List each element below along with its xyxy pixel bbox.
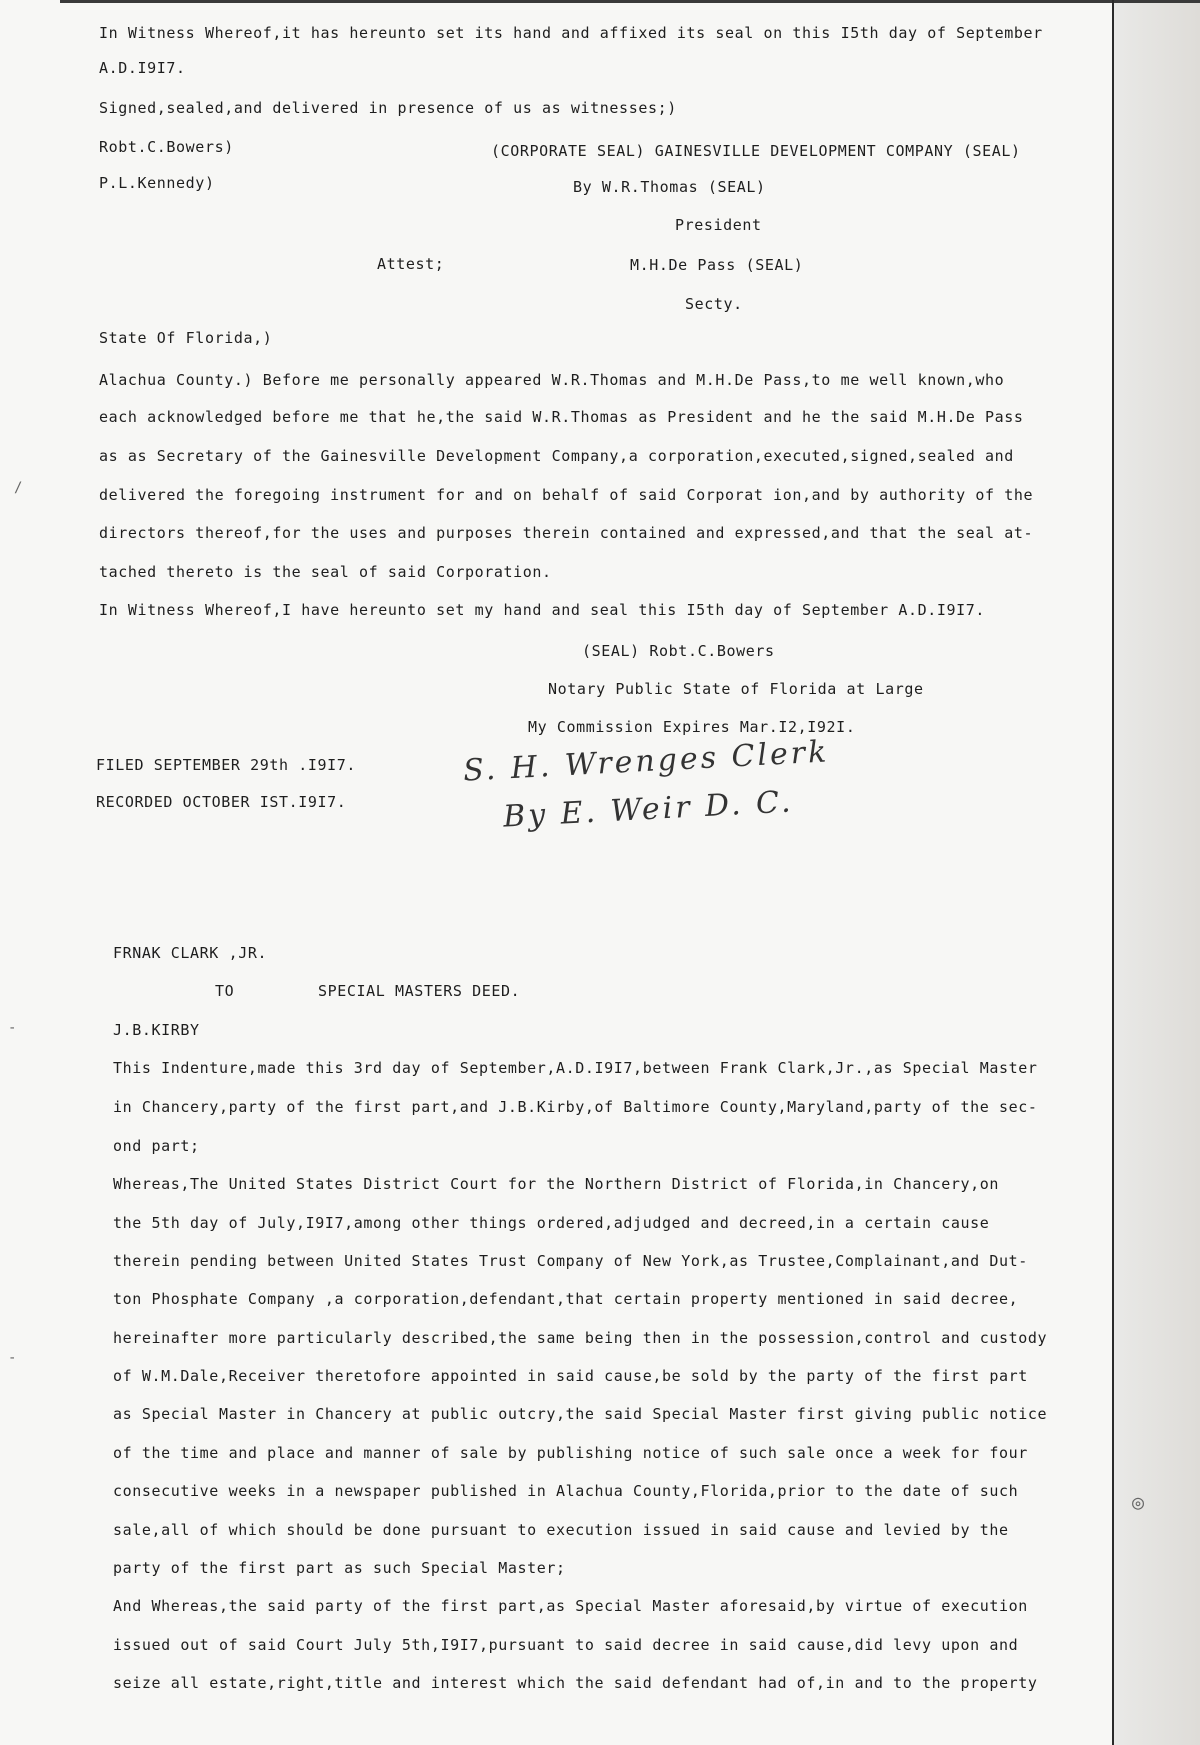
deputy-clerk-handwritten-signature: By E. Weir D. C. bbox=[502, 784, 795, 835]
commission-expiry: My Commission Expires Mar.I2,I92I. bbox=[528, 718, 856, 736]
scan-mark: - bbox=[8, 1350, 17, 1366]
president-title: President bbox=[675, 216, 762, 234]
filed-date: FILED SEPTEMBER 29th .I9I7. bbox=[96, 756, 357, 774]
deed-body-line: ton Phosphate Company ,a corporation,defendant,that certain property mentioned in said decree, bbox=[113, 1290, 1019, 1308]
acknowledgment-line: Alachua County.) Before me personally appeared W.R.Thomas and M.H.De Pass,to me well known,who bbox=[99, 371, 1005, 389]
notary-title: Notary Public State of Florida at Large bbox=[548, 680, 924, 698]
deed-body-line: of W.M.Dale,Receiver theretofore appointed in said cause,be sold by the party of the first part bbox=[113, 1367, 1028, 1385]
deed-body-line: And Whereas,the said party of the first part,as Special Master aforesaid,by virtue of execution bbox=[113, 1597, 1028, 1615]
witness-clause-line-2: A.D.I9I7. bbox=[99, 59, 186, 77]
acknowledgment-line: each acknowledged before me that he,the said W.R.Thomas as President and he the said M.H.De Pass bbox=[99, 408, 1024, 426]
deed-title: SPECIAL MASTERS DEED. bbox=[318, 982, 521, 1000]
corporate-seal-line: (CORPORATE SEAL) GAINESVILLE DEVELOPMENT COMPANY (SEAL) bbox=[491, 142, 1021, 160]
notary-witness-clause: In Witness Whereof,I have hereunto set my hand and seal this I5th day of September A.D.I9I7. bbox=[99, 601, 986, 619]
attest-label: Attest; bbox=[377, 255, 445, 273]
venue-state: State Of Florida,) bbox=[99, 329, 273, 347]
signed-sealed-line: Signed,sealed,and delivered in presence of us as witnesses;) bbox=[99, 99, 677, 117]
top-border-line bbox=[60, 0, 1200, 3]
deed-body-line: ond part; bbox=[113, 1137, 200, 1155]
deed-body-line: the 5th day of July,I9I7,among other things ordered,adjudged and decreed,in a certain cause bbox=[113, 1214, 990, 1232]
grantee-name: J.B.KIRBY bbox=[113, 1021, 200, 1039]
deed-body-line: as Special Master in Chancery at public outcry,the said Special Master first giving public notice bbox=[113, 1405, 1048, 1423]
deed-body-line: consecutive weeks in a newspaper published in Alachua County,Florida,prior to the date of such bbox=[113, 1482, 1019, 1500]
secretary-title: Secty. bbox=[685, 295, 743, 313]
scan-mark: / bbox=[14, 480, 23, 496]
page-edge-shadow bbox=[1114, 0, 1200, 1745]
recorded-date: RECORDED OCTOBER IST.I9I7. bbox=[96, 793, 347, 811]
deed-body-line: seize all estate,right,title and interest which the said defendant had of,in and to the property bbox=[113, 1674, 1038, 1692]
acknowledgment-line: as as Secretary of the Gainesville Development Company,a corporation,executed,signed,sealed and bbox=[99, 447, 1014, 465]
notary-seal-signature: (SEAL) Robt.C.Bowers bbox=[582, 642, 775, 660]
clerk-handwritten-signature: S. H. Wrenges Clerk bbox=[462, 734, 831, 789]
right-margin-line bbox=[1112, 0, 1114, 1745]
grantor-name: FRNAK CLARK ,JR. bbox=[113, 944, 268, 962]
acknowledgment-line: tached thereto is the seal of said Corporation. bbox=[99, 563, 552, 581]
deed-body-line: hereinafter more particularly described,the same being then in the possession,control and custody bbox=[113, 1329, 1048, 1347]
scan-mark: - bbox=[8, 1020, 17, 1036]
witness-signature-2: P.L.Kennedy) bbox=[99, 174, 215, 192]
president-signature: By W.R.Thomas (SEAL) bbox=[573, 178, 766, 196]
acknowledgment-line: directors thereof,for the uses and purposes therein contained and expressed,and that the seal at- bbox=[99, 524, 1034, 542]
scan-stain-mark: ◎ bbox=[1132, 1490, 1145, 1514]
deed-body-line: in Chancery,party of the first part,and J.B.Kirby,of Baltimore County,Maryland,party of the sec- bbox=[113, 1098, 1038, 1116]
to-label: TO bbox=[215, 982, 235, 1000]
deed-body-line: of the time and place and manner of sale by publishing notice of such sale once a week for four bbox=[113, 1444, 1028, 1462]
deed-body-line: therein pending between United States Trust Company of New York,as Trustee,Complainant,and Dut- bbox=[113, 1252, 1028, 1270]
witness-signature-1: Robt.C.Bowers) bbox=[99, 138, 234, 156]
deed-body-line: party of the first part as such Special Master; bbox=[113, 1559, 566, 1577]
acknowledgment-line: delivered the foregoing instrument for and on behalf of said Corporat ion,and by authority of the bbox=[99, 486, 1034, 504]
witness-clause-line-1: In Witness Whereof,it has hereunto set its hand and affixed its seal on this I5th day of September bbox=[99, 24, 1043, 42]
deed-body-line: issued out of said Court July 5th,I9I7,pursuant to said decree in said cause,did levy upon and bbox=[113, 1636, 1019, 1654]
deed-body-line: Whereas,The United States District Court for the Northern District of Florida,in Chancery,on bbox=[113, 1175, 1000, 1193]
deed-body-line: sale,all of which should be done pursuant to execution issued in said cause and levied by the bbox=[113, 1521, 1009, 1539]
secretary-signature: M.H.De Pass (SEAL) bbox=[630, 256, 804, 274]
deed-body-line: This Indenture,made this 3rd day of September,A.D.I9I7,between Frank Clark,Jr.,as Special Master bbox=[113, 1059, 1038, 1077]
